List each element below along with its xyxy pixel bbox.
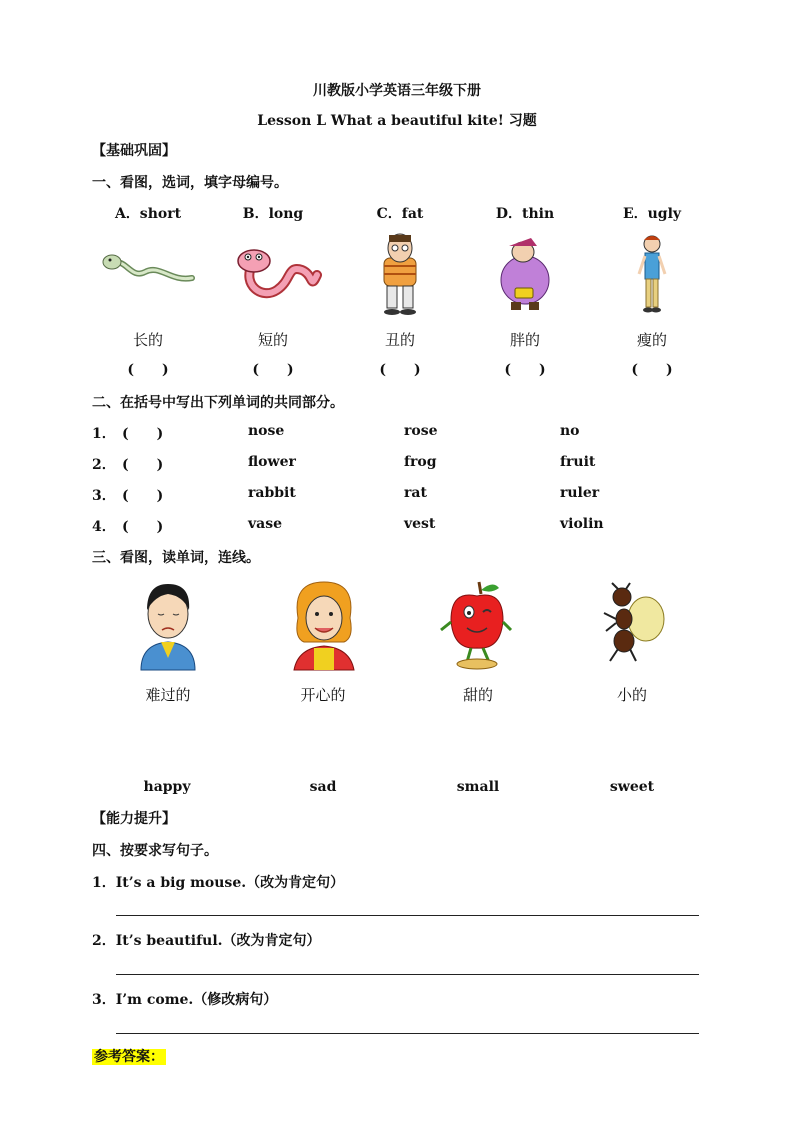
lesson-subtitle: Lesson L What a beautiful kite! 习题 [257, 113, 537, 129]
q3-english-4[interactable]: sweet [609, 779, 655, 795]
q4-heading: 四、按要求写句子。 [92, 843, 218, 859]
q1-meaning-4: 胖的 [509, 331, 541, 349]
q3-english-1[interactable]: happy [143, 779, 191, 795]
q3-chinese-1: 难过的 [145, 686, 191, 704]
q2-word: violin [560, 516, 604, 532]
q3-heading: 三、看图，读单词，连线。 [92, 550, 260, 566]
q1-option-d: D．thin [495, 206, 555, 222]
q3-english-2[interactable]: sad [309, 779, 337, 795]
q2-word: frog [404, 454, 437, 470]
q1-meaning-3: 丑的 [384, 331, 416, 349]
q1-option-e: E．ugly [622, 206, 682, 222]
q3-chinese-2: 开心的 [300, 686, 346, 704]
thin-boy-icon [632, 232, 672, 317]
q2-word: ruler [560, 485, 600, 501]
q2-word: vest [404, 516, 436, 532]
sad-boy-icon [133, 578, 203, 670]
answer-label: 参考答案： [94, 1049, 164, 1065]
q4-item-3: 3．I’m come.（修改病句） [92, 992, 278, 1008]
q1-meaning-1: 长的 [132, 331, 164, 349]
q1-option-a: A．short [114, 206, 182, 222]
q2-row-num: 4． [92, 519, 116, 535]
q1-blank-5[interactable]: ( ) [631, 362, 673, 378]
ant-icon [602, 583, 666, 663]
q3-english-3[interactable]: small [456, 779, 500, 795]
q2-word: fruit [560, 454, 596, 470]
q4-item-1: 1．It’s a big mouse.（改为肯定句） [92, 875, 345, 891]
q4-item-2: 2．It’s beautiful.（改为肯定句） [92, 933, 321, 949]
q2-heading: 二、在括号中写出下列单词的共同部分。 [92, 395, 344, 411]
q2-word: rabbit [248, 485, 296, 501]
q2-row-blank[interactable]: ( ) [122, 457, 164, 473]
q2-word: vase [248, 516, 282, 532]
answer-line-1[interactable] [116, 915, 699, 916]
snake-long-icon [232, 245, 322, 305]
q1-blank-2[interactable]: ( ) [252, 362, 294, 378]
q3-chinese-4: 小的 [616, 686, 648, 704]
q1-option-c: C．fat [376, 206, 424, 222]
q2-row-blank[interactable]: ( ) [122, 519, 164, 535]
happy-girl-icon [288, 578, 360, 670]
q1-meaning-5: 瘦的 [636, 331, 668, 349]
q2-row-num: 1． [92, 426, 116, 442]
q1-blank-3[interactable]: ( ) [379, 362, 421, 378]
answer-label-wrap [92, 1046, 166, 1066]
snake-short-icon [100, 250, 195, 295]
q2-row-num: 2． [92, 457, 116, 473]
page-title: 川教版小学英语三年级下册 [313, 83, 481, 99]
q2-word: rat [404, 485, 427, 501]
q1-heading: 一、看图，选词，填字母编号。 [92, 175, 288, 191]
q2-word: flower [248, 454, 296, 470]
q2-row-blank[interactable]: ( ) [122, 488, 164, 504]
q2-word: no [560, 423, 580, 439]
answer-line-2[interactable] [116, 974, 699, 975]
fat-person-icon [495, 236, 555, 316]
q2-word: nose [248, 423, 285, 439]
ugly-man-icon [370, 232, 430, 317]
apple-character-icon [437, 578, 517, 670]
q2-row-blank[interactable]: ( ) [122, 426, 164, 442]
q1-option-b: B．long [242, 206, 304, 222]
q2-word: rose [404, 423, 438, 439]
q1-meaning-2: 短的 [257, 331, 289, 349]
q1-blank-4[interactable]: ( ) [504, 362, 546, 378]
q3-chinese-3: 甜的 [462, 686, 494, 704]
section-advanced-heading: 【能力提升】 [92, 811, 176, 827]
section-basic-heading: 【基础巩固】 [92, 143, 176, 159]
q1-blank-1[interactable]: ( ) [127, 362, 169, 378]
answer-line-3[interactable] [116, 1033, 699, 1034]
q2-row-num: 3． [92, 488, 116, 504]
